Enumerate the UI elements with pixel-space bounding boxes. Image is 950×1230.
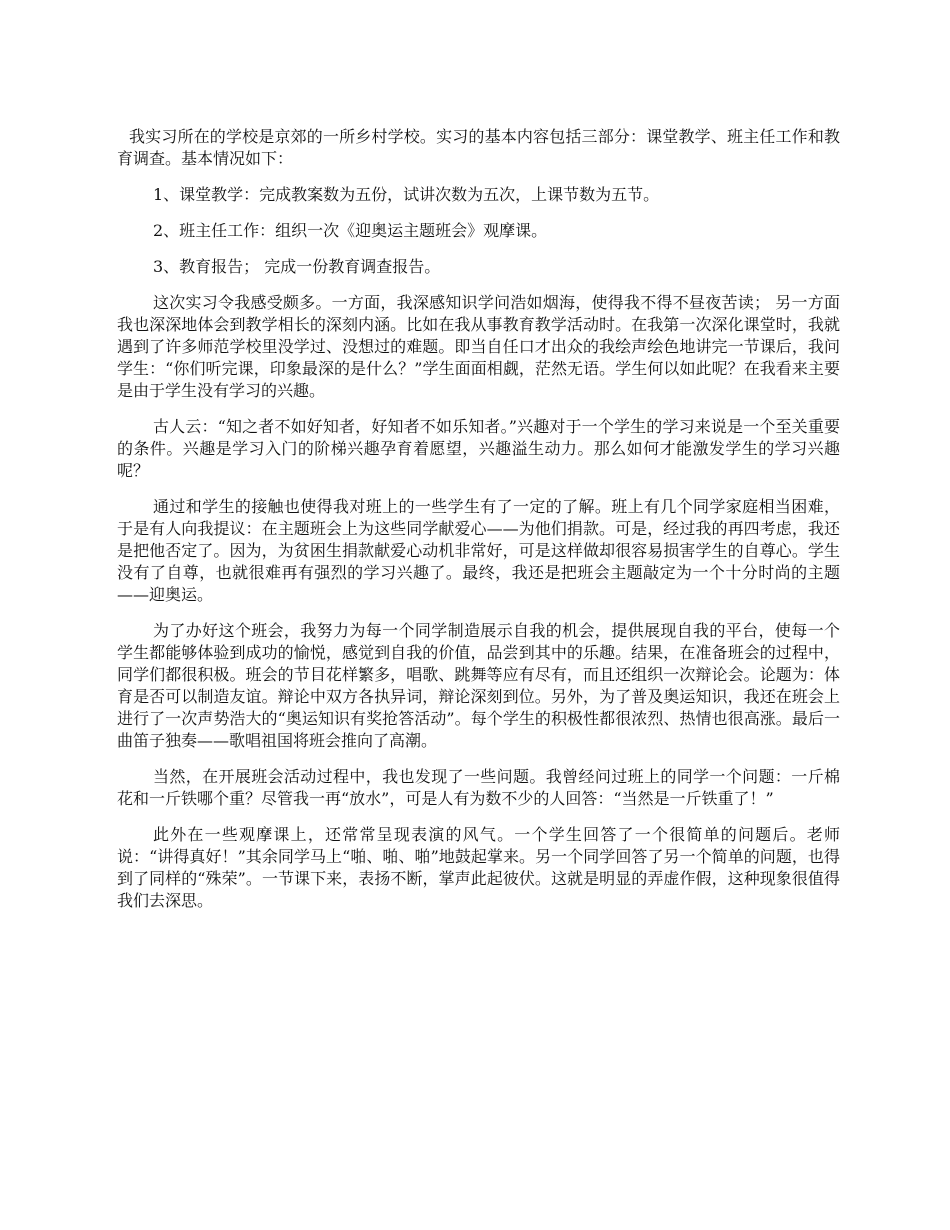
paragraph-class-meeting-activities: 为了办好这个班会，我努力为每一个同学制造展示自我的机会，提供展现自我的平台，使每一个学生都能够体验到成功的愉悦，感觉到自我的价值，品尝到其中的乐趣。结果，在准备班会的过程中，同学们都很积极。班会的节目花样繁多，唱歌、跳舞等应有尽有，而且还组织一次辩论会。论题为：体育是否可以制造友谊。辩论中双方各执异词，辩论深刻到位。另外，为了普及奥运知识，我还在班会上进行了一次声势浩大的“奥运知识有奖抢答活动”。每个学生的积极性都很浓烈、热情也很高涨。最后一曲笛子独奏——歌唱祖国将班会推向了高潮。	[117, 621, 840, 750]
list-item-class-teacher-work: 2、班主任工作：组织一次《迎奥运主题班会》观摩课。	[153, 221, 548, 240]
list-item-education-report: 3、教育报告； 完成一份教育调查报告。	[153, 257, 441, 276]
intro-paragraph: 我实习所在的学校是京郊的一所乡村学校。实习的基本内容包括三部分：课堂教学、班主任工作和教育调查。基本情况如下：	[117, 127, 840, 168]
paragraph-class-meeting-theme: 通过和学生的接触也使得我对班上的一些学生有了一定的了解。班上有几个同学家庭相当困难，于是有人向我提议：在主题班会上为这些同学献爱心——为他们捐款。可是，经过我的再四考虑，我还是把他否定了。因为，为贫困生捐款献爱心动机非常好，可是这样做却很容易损害学生的自尊心。学生没有了自尊，也就很难再有强烈的学习兴趣了。最终，我还是把班会主题敲定为一个十分时尚的主题——迎奥运。	[117, 497, 840, 604]
paragraph-problems: 当然，在开展班会活动过程中，我也发现了一些问题。我曾经问过班上的同学一个问题：一斤棉花和一斤铁哪个重？尽管我一再“放水”，可是人有为数不少的人回答：“当然是一斤铁重了！”	[117, 767, 840, 808]
paragraph-reflection: 这次实习令我感受颇多。一方面，我深感知识学问浩如烟海，使得我不得不昼夜苦读； 另一方面我也深深地体会到教学相长的深刻内涵。比如在我从事教育教学活动时。在我第一次深化课堂时，我就遇到了许多师范学校里没学过、没想过的难题。即当自任口才出众的我绘声绘色地讲完一节课后，我问学生：“你们听完课，印象最深的是什么？”学生面面相觑，茫然无语。学生何以如此呢？在我看来主要是由于学生没有学习的兴趣。	[117, 293, 840, 400]
document-body	[117, 126, 840, 926]
list-item-classroom-teaching: 1、课堂教学：完成教案数为五份，试讲次数为五次，上课节数为五节。	[153, 185, 660, 204]
paragraph-interest: 古人云：“知之者不如好知者，好知者不如乐知者。”兴趣对于一个学生的学习来说是一个至关重要的条件。兴趣是学习入门的阶梯兴趣孕育着愿望，兴趣溢生动力。那么如何才能激发学生的学习兴趣呢？	[117, 417, 840, 480]
paragraph-observation-lessons: 此外在一些观摩课上，还常常呈现表演的风气。一个学生回答了一个很简单的问题后。老师说：“讲得真好！”其余同学马上“啪、啪、啪”地鼓起掌来。另一个同学回答了另一个简单的问题，也得到了同样的“殊荣”。一节课下来，表扬不断，掌声此起彼伏。这就是明显的弄虚作假，这种现象很值得我们去深思。	[117, 825, 840, 910]
